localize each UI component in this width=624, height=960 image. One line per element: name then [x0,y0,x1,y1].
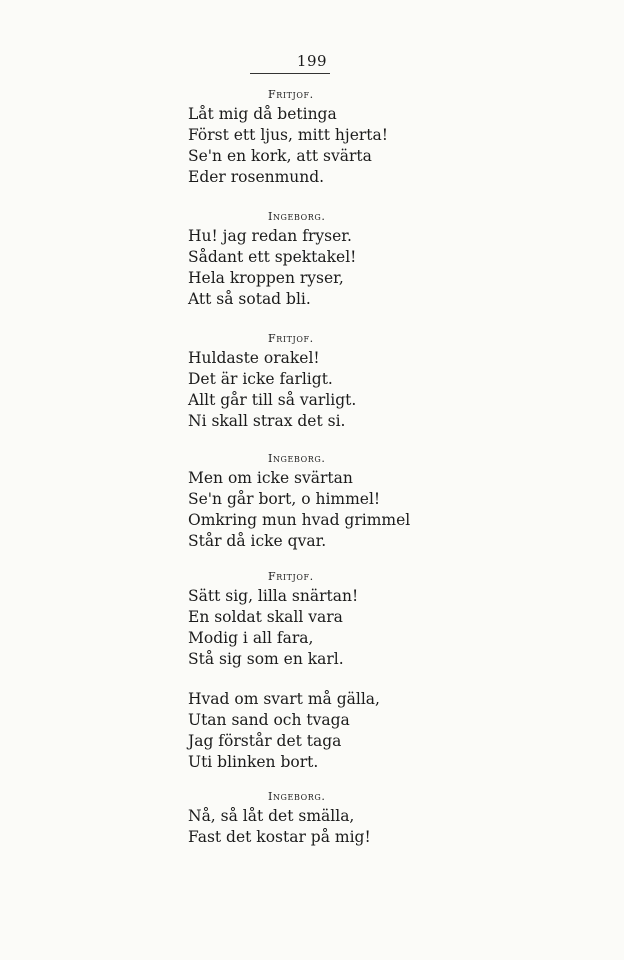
verse-line: Eder rosenmund. [188,168,325,186]
stanza-2 [188,210,356,310]
verse-line: En soldat skall vara [188,608,343,626]
verse-line: Jag förstår det taga [188,732,342,750]
speaker-label: Fritjof. [268,88,314,101]
verse-line: Uti blinken bort. [188,753,319,771]
verse-line: Sådant ett spektakel! [188,248,357,266]
verse-line: Det är icke farligt. [188,370,333,388]
stanza-5 [188,570,358,670]
verse-line: Utan sand och tvaga [188,711,350,729]
verse-line: Först ett ljus, mitt hjerta! [188,126,388,144]
verse-line: Låt mig då betinga [188,105,337,123]
verse-line: Allt går till så varligt. [188,391,357,409]
speaker-label: Ingeborg. [268,210,326,223]
verse-line: Nå, så låt det smälla, [188,807,355,825]
verse-line: Huldaste orakel! [188,349,320,367]
verse-line: Hela kroppen ryser, [188,269,344,287]
verse-line: Hvad om svart må gälla, [188,690,380,708]
stanza-1 [188,88,388,188]
verse-line: Stå sig som en karl. [188,650,344,668]
verse-line: Omkring mun hvad grimmel [188,511,411,529]
verse-line: Sätt sig, lilla snärtan! [188,587,359,605]
speaker-label: Fritjof. [268,332,314,345]
verse-line: Står då icke qvar. [188,532,327,550]
verse-line: Se'n går bort, o himmel! [188,490,381,508]
page-number-rule [250,73,330,74]
verse-line: Hu! jag redan fryser. [188,227,352,245]
page-number: 199 [296,52,328,70]
speaker-label: Fritjof. [268,570,314,583]
verse-line: Se'n en kork, att svärta [188,147,372,165]
stanza-6 [188,689,380,773]
speaker-label: Ingeborg. [268,452,326,465]
stanza-7 [188,790,371,848]
verse-line: Ni skall strax det si. [188,412,346,430]
verse-line: Men om icke svärtan [188,469,353,487]
stanza-3 [188,332,356,432]
speaker-label: Ingeborg. [268,790,326,803]
verse-line: Modig i all fara, [188,629,314,647]
verse-line: Att så sotad bli. [188,290,311,308]
verse-line: Fast det kostar på mig! [188,828,371,846]
stanza-4 [188,452,410,552]
